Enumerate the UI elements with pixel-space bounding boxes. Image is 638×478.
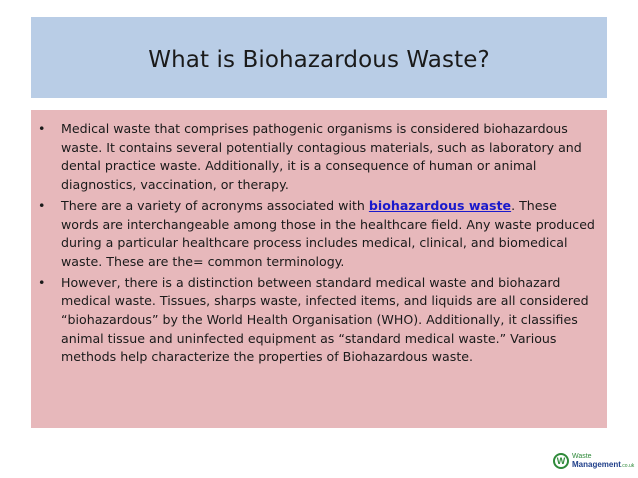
waste-management-logo-icon: W (553, 453, 569, 469)
logo-line-2-name: Management (572, 459, 621, 469)
bullet-dot-icon: • (38, 197, 46, 213)
bullet-text: Medical waste that comprises pathogenic organisms is considered biohazardous waste. It contains several potentially contagious materials, such as laboratory and dental practice waste. Additionally, it is a consequence of human or animal diagnostics, vaccination, or therapy. (61, 121, 582, 193)
logo-suffix: .co.uk (620, 462, 635, 469)
bullet-item-3 (31, 274, 597, 368)
bullet-text-after-link: . These words are interchangeable among those in the healthcare field. Any waste produced during a particular healthcare process includes medical, clinical, and biomedical waste. These are the= common terminology. (61, 197, 595, 269)
slide-title: What is Biohazardous Waste? (148, 46, 490, 73)
title-banner (31, 17, 607, 98)
biohazardous-waste-link[interactable]: biohazardous waste (368, 197, 512, 213)
bullet-item-1 (31, 120, 597, 195)
bullet-list (31, 110, 607, 367)
bullet-text: However, there is a distinction between standard medical waste and biohazard medical waste. Tissues, sharps waste, infected items, and liquids are all considered “biohazardous” by the World Health Organisation (WHO). Additionally, it classifies animal tissue and uninfected equipment as “standard medical waste.” Various methods help characterize the properties of Biohazardous waste. (61, 274, 589, 365)
waste-management-logo (553, 450, 635, 472)
content-panel (31, 110, 607, 428)
bullet-dot-icon: • (38, 121, 46, 136)
bullet-dot-icon: • (38, 274, 46, 290)
logo-line-1: Waste (572, 452, 592, 460)
logo-line-2 (572, 461, 634, 470)
bullet-item-2 (31, 197, 597, 272)
logo-text (572, 453, 634, 470)
bullet-text-before-link: There are a variety of acronyms associated with (61, 197, 369, 213)
